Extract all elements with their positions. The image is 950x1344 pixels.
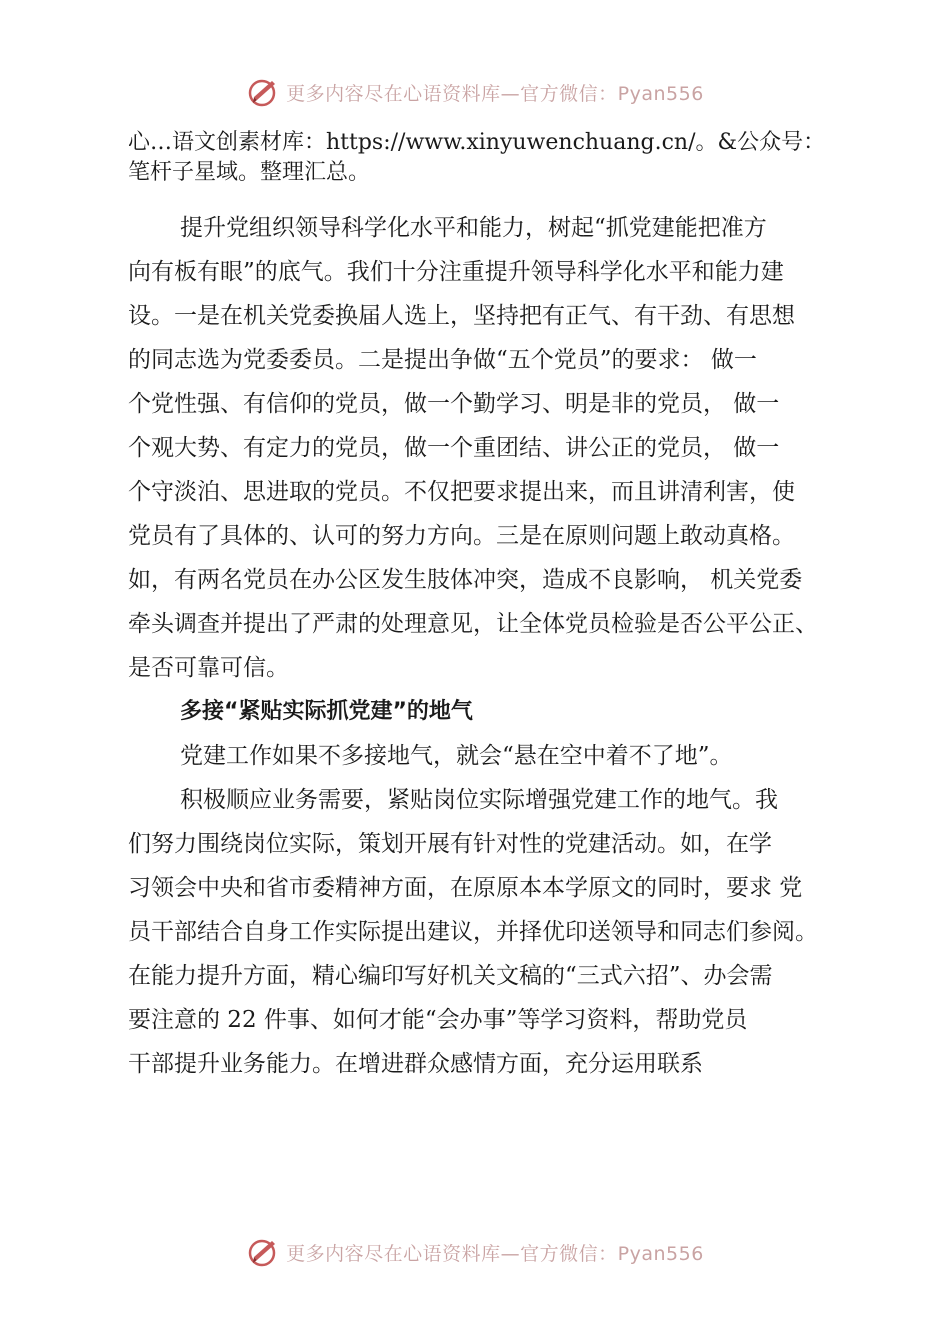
paragraph-line: 党建工作如果不多接地气，就会“悬在空中着不了地”。 — [180, 743, 733, 769]
paragraph-line: 个党性强、有信仰的党员，做一个勤学习、明是非的党员， 做一 — [128, 391, 780, 417]
paragraph-line: 们努力围绕岗位实际，策划开展有针对性的党建活动。如，在学 — [128, 831, 772, 857]
paragraph-line: 在能力提升方面，精心编印写好机关文稿的“三式六招”、办会需 — [128, 963, 773, 989]
header-banner-text: 更多内容尽在心语资料库—官方微信：Pyan556 — [286, 82, 704, 105]
paragraph-line: 员干部结合自身工作实际提出建议，并择优印送领导和同志们参阅。 — [128, 919, 818, 945]
section2-paragraph — [128, 778, 863, 1086]
paragraph-line: 个守淡泊、思进取的党员。不仅把要求提出来，而且讲清利害，使 — [128, 479, 795, 505]
paragraph-line: 习领会中央和省市委精神方面，在原原本本学原文的同时，要求 党 — [128, 875, 803, 901]
document-body — [128, 128, 863, 1086]
paragraph-line: 要注意的 22 件事、如何才能“会办事”等学习资料，帮助党员 — [128, 1007, 748, 1033]
paragraph-line: 设。一是在机关党委换届人选上，坚持把有正气、有干劲、有思想 — [128, 303, 795, 329]
section-heading: 多接“紧贴实际抓党建”的地气 — [180, 699, 473, 724]
paragraph-line: 积极顺应业务需要，紧贴岗位实际增强党建工作的地气。我 — [180, 787, 778, 813]
paragraph-line: 党员有了具体的、认可的努力方向。三是在原则问题上敢动真格。 — [128, 523, 795, 549]
paragraph-line: 牵头调查并提出了严肃的处理意见，让全体党员检验是否公平公正、 — [128, 611, 818, 637]
footer-banner-text: 更多内容尽在心语资料库—官方微信：Pyan556 — [286, 1242, 704, 1265]
intro-line: 笔杆子星域。整理汇总。 — [128, 160, 371, 185]
paragraph-line: 如，有两名党员在办公区发生肢体冲突，造成不良影响， 机关党委 — [128, 567, 803, 593]
pen-logo-icon — [246, 1235, 280, 1269]
paragraph-line: 是否可靠可信。 — [128, 655, 289, 681]
section1-paragraph — [128, 206, 863, 690]
footer-banner — [0, 1230, 950, 1274]
paragraph-line: 个观大势、有定力的党员，做一个重团结、讲公正的党员， 做一 — [128, 435, 780, 461]
paragraph-line: 提升党组织领导科学化水平和能力，树起“抓党建能把准方 — [180, 215, 767, 241]
paragraph-line: 向有板有眼”的底气。我们十分注重提升领导科学化水平和能力建 — [128, 259, 784, 285]
paragraph-line: 的同志选为党委委员。二是提出争做“五个党员”的要求： 做一 — [128, 347, 757, 373]
header-banner — [0, 70, 950, 114]
pen-logo-icon — [246, 75, 280, 109]
intro-line: 心…语文创素材库：https://www.xinyuwenchuang.cn/。&公众号： — [128, 130, 826, 155]
paragraph-line: 干部提升业务能力。在增进群众感情方面，充分运用联系 — [128, 1051, 703, 1077]
